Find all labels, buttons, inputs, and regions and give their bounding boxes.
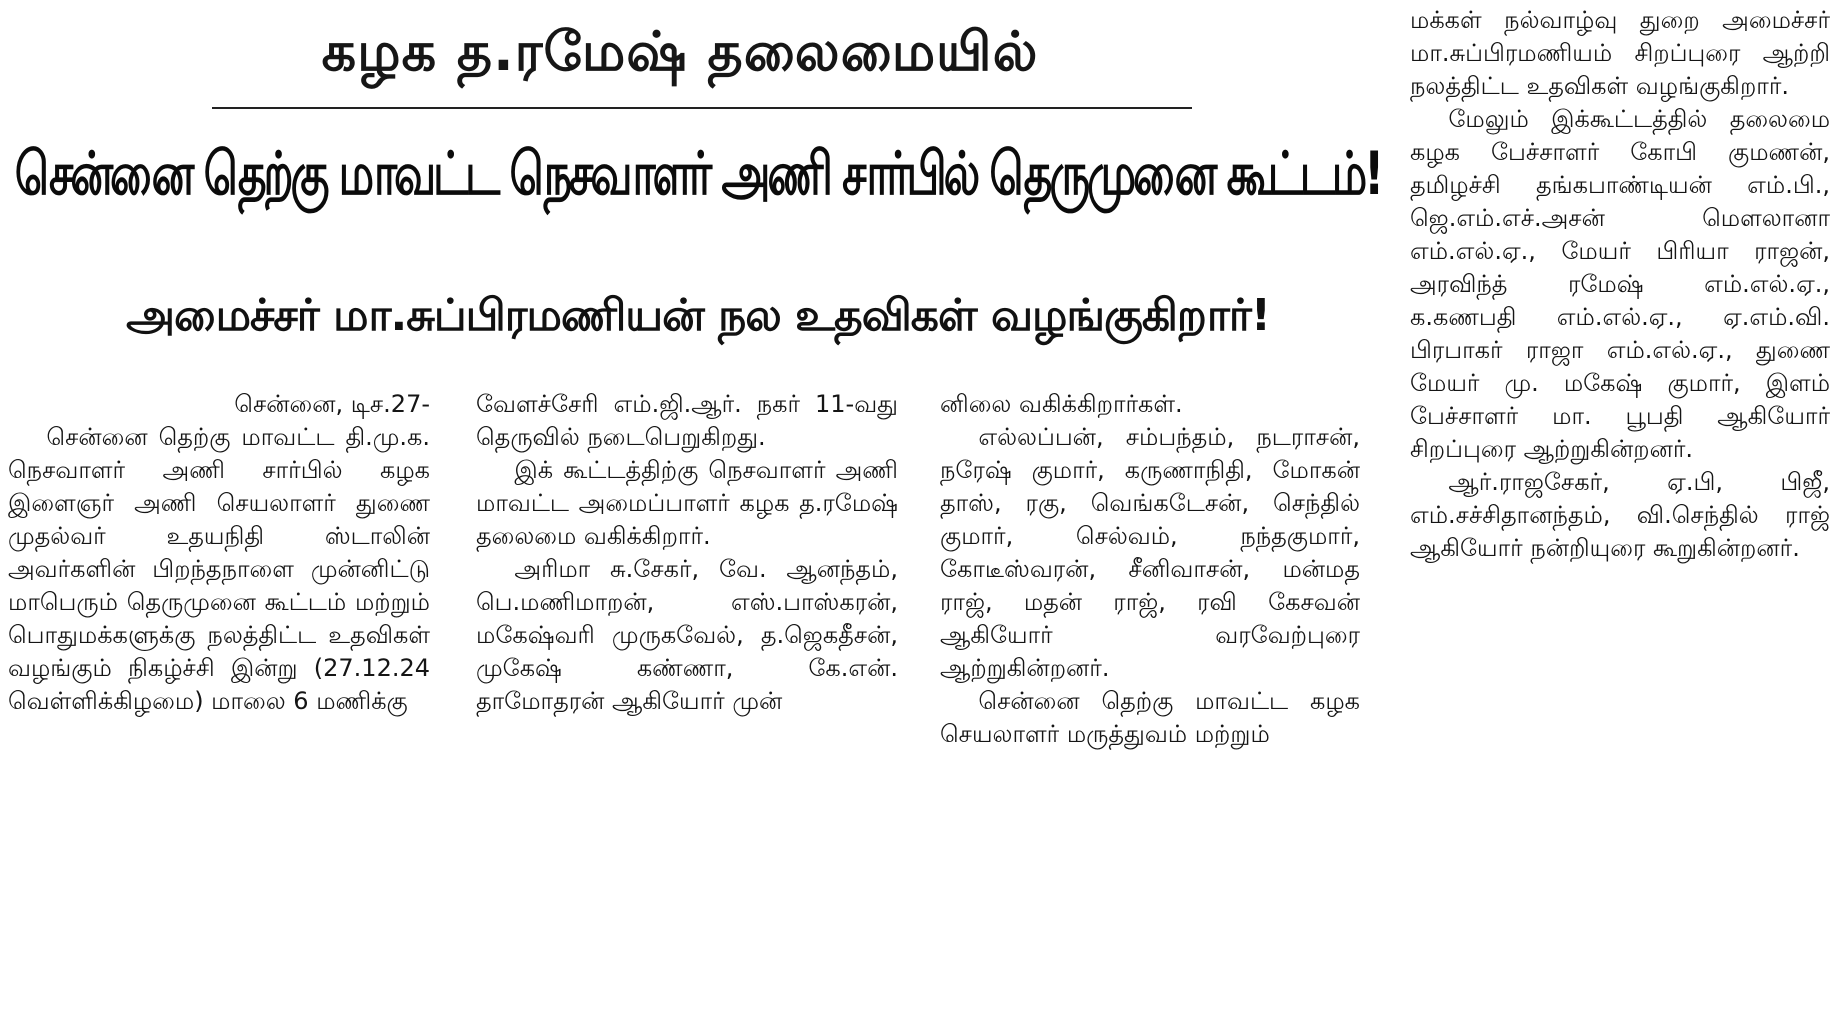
article-paragraph: மேலும் இக்கூட்டத்தில் தலைமை கழக பேச்சாளர் கோபி குமணன், தமிழச்சி தங்கபாண்டியன் எம்.பி., ஜெ.எம்.எச்.அசன் மௌலானா எம்.எல்.ஏ., மேயர் பிரியா ராஜன், அரவிந்த் ரமேஷ் எம்.எல்.ஏ., க.கணபதி எம்.எல்.ஏ., ஏ.எம்.வி. பிரபாகர் ராஜா எம்.எல்.ஏ., துணை மேயர் மு. மகேஷ் குமார், இளம் பேச்சாளர் மா. பூபதி ஆகியோர் சிறப்புரை ஆற்றுகின்றனர். [1410, 105, 1830, 463]
article-column-1 [8, 388, 430, 1008]
main-headline: சென்னை தெற்கு மாவட்ட நெசவாளர் அணி சார்பில் தெருமுனை கூட்டம்! [14, 140, 1382, 209]
article-paragraph: இக் கூட்டத்திற்கு நெசவாளர் அணி மாவட்ட அமைப்பாளர் கழக த.ரமேஷ் தலைமை வகிக்கிறார். [476, 456, 898, 550]
article-column-2 [476, 388, 898, 1008]
article-paragraph: சென்னை தெற்கு மாவட்ட கழக செயலாளர் மருத்துவம் மற்றும் [940, 687, 1360, 748]
sub-headline: அமைச்சர் மா.சுப்பிரமணியன் நல உதவிகள் வழங்குகிறார்! [126, 290, 1270, 341]
article-paragraph: வேளச்சேரி எம்.ஜி.ஆர். நகர் 11-வது தெருவில் நடைபெறுகிறது. [476, 390, 898, 451]
article-paragraph: எல்லப்பன், சம்பந்தம், நடராசன், நரேஷ் குமார், கருணாநிதி, மோகன் தாஸ், ரகு, வெங்கடேசன், செந்தில் குமார், செல்வம், நந்தகுமார், கோடீஸ்வரன், சீனிவாசன், மன்மத ராஜ், மதன் ராஜ், ரவி கேசவன் ஆகியோர் வரவேற்புரை ஆற்றுகின்றனர். [940, 423, 1360, 682]
article-paragraph: மக்கள் நல்வாழ்வு துறை அமைச்சர் மா.சுப்பிரமணியம் சிறப்புரை ஆற்றி நலத்திட்ட உதவிகள் வழங்குகிறார். [1410, 6, 1830, 100]
kicker-headline: கழக த.ரமேஷ் தலைமையில் [321, 20, 1039, 83]
headline-divider [212, 107, 1192, 109]
article-paragraph: அரிமா சு.சேகர், வே. ஆனந்தம், பெ.மணிமாறன், எஸ்.பாஸ்கரன், மகேஷ்வரி முருகவேல், த.ஜெகதீசன், முகேஷ் கண்ணா, கே.என். தாமோதரன் ஆகியோர் முன் [476, 555, 898, 715]
article-column-4 [1410, 4, 1830, 1010]
article-column-3 [940, 388, 1360, 1008]
dateline: சென்னை, டிச.27- [234, 390, 430, 418]
headline-block [0, 0, 1392, 380]
article-paragraph: சென்னை தெற்கு மாவட்ட தி.மு.க. நெசவாளர் அணி சார்பில் கழக இளைஞர் அணி செயலாளர் துணை முதல்வர் உதயநிதி ஸ்டாலின் அவர்களின் பிறந்தநாளை முன்னிட்டு மாபெரும் தெருமுனை கூட்டம் மற்றும் பொதுமக்களுக்கு நலத்திட்ட உதவிகள் வழங்கும் நிகழ்ச்சி இன்று (27.12.24 வெள்ளிக்கிழமை) மாலை 6 மணிக்கு [8, 423, 430, 715]
article-paragraph: னிலை வகிக்கிறார்கள். [940, 390, 1183, 418]
article-paragraph: ஆர்.ராஜசேகர், ஏ.பி, பிஜீ, எம்.சச்சிதானந்தம், வி.செந்தில் ராஜ் ஆகியோர் நன்றியுரை கூறுகின்றனர். [1410, 468, 1830, 562]
